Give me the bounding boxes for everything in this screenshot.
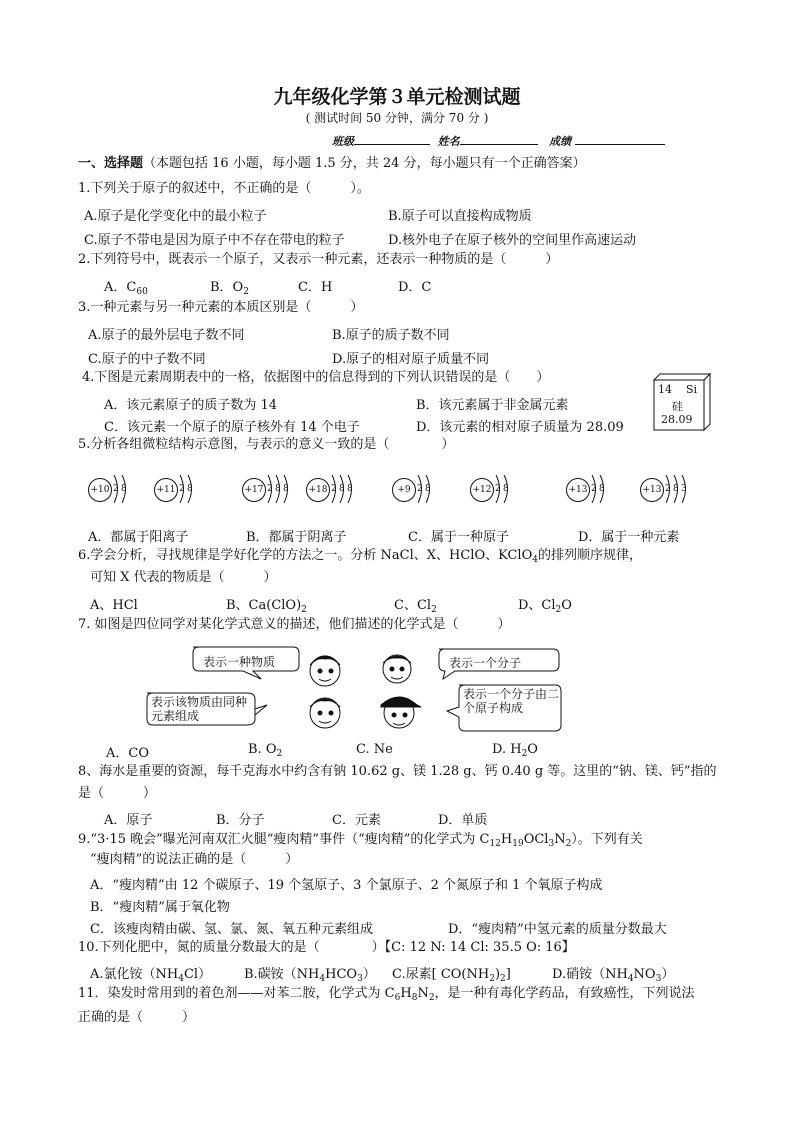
- q7-stem: 7. 如图是四位同学对某化学式意义的描述，他们描述的化学式是（ ）: [78, 617, 511, 632]
- periodic-table-cell: [650, 370, 710, 430]
- electron-count: 2: [267, 484, 273, 494]
- q6-b-text: B、Ca(ClO): [226, 598, 302, 613]
- q11-stem-rest: ，是一种有毒化学药品，有致癌性，下列说法: [434, 986, 695, 1001]
- q6-stem-rest: 的排列顺序规律，: [537, 548, 642, 563]
- q7-option-c[interactable]: C. Ne: [356, 742, 393, 757]
- q6-option-c[interactable]: C、$Cl_2$: [394, 598, 437, 615]
- q5-option-b[interactable]: B．都属于阴离子: [246, 530, 347, 545]
- class-blank[interactable]: [354, 133, 430, 145]
- q6-d-rest: O: [561, 598, 572, 613]
- bubble-1: 表示一种物质: [203, 655, 276, 669]
- atom-nucleus: +17: [242, 478, 266, 502]
- q10-a-text: A.氯化铵（NH: [90, 967, 179, 982]
- q2-a-text: A．C: [104, 280, 137, 295]
- q8-stem-line2: 是（ ）: [78, 786, 157, 801]
- name-blank[interactable]: [460, 133, 538, 145]
- electron-count: 8: [121, 484, 127, 494]
- electron-count: 2: [331, 484, 337, 494]
- q10-b-text: B.碳铵（NH: [244, 967, 320, 982]
- q10-option-b[interactable]: B.碳铵$(NH_4HCO_3)$: [244, 967, 376, 984]
- bubble-3: 表示该物质由同种元素组成: [151, 695, 248, 723]
- electron-count: 2: [495, 484, 501, 494]
- q6-stem-line2: 可知 X 代表的物质是（ ）: [90, 570, 277, 585]
- q2-option-c[interactable]: C．H: [298, 280, 333, 295]
- electron-count: 2: [665, 484, 671, 494]
- q10-option-c[interactable]: C.尿素[ $CO(NH_2)_2$]: [392, 967, 511, 984]
- q7-b-text: B. O: [248, 742, 277, 757]
- q2-option-d[interactable]: D．C: [398, 280, 432, 295]
- q10-a-rest: Cl）: [183, 967, 212, 982]
- q9-stem: 9.“3·15 晚会”曝光河南双汇火腿“瘦肉精”事件（“瘦肉精”的化学式为 $C_{12}H_{19}OCl_3N_2$）。下列有关: [78, 832, 643, 849]
- q7-option-b[interactable]: B. $O_2$: [248, 742, 283, 759]
- student-info: [332, 133, 665, 150]
- q1-stem: 1.下列关于原子的叙述中，不正确的是（ ）。: [78, 181, 370, 196]
- q10-d-text: D.硝铵（NH: [552, 967, 628, 982]
- q5-option-c[interactable]: C．属于一种原子: [408, 530, 509, 545]
- atom-nucleus: +13: [566, 478, 590, 502]
- q5-option-d[interactable]: D．属于一种元素: [578, 530, 680, 545]
- electron-count: 8: [339, 484, 345, 494]
- electron-count: 2: [113, 484, 119, 494]
- q6-option-a[interactable]: A、HCl: [90, 598, 138, 613]
- q1-option-c[interactable]: C.原子不带电是因为原子中不存在带电的粒子: [84, 233, 345, 248]
- atom-nucleus: +11: [154, 478, 178, 502]
- q10-c-text: C.尿素[ CO(NH: [392, 967, 490, 982]
- atom-nucleus: +12: [470, 478, 494, 502]
- q9-stem-line2: “瘦肉精”的说法正确的是（ ）: [90, 852, 299, 867]
- q9-stem-text: 9.“3·15 晚会”曝光河南双汇火腿“瘦肉精”事件（“瘦肉精”的化学式为 C: [78, 832, 490, 847]
- q2-stem: 2.下列符号中，既表示一个原子，又表示一种元素，还表示一种物质的是（ ）: [78, 252, 559, 267]
- q8-stem: 8、海水是重要的资源，每千克海水中约含有钠 10.62 g、镁 1.28 g、钙 0.40 g 等。这里的“钠、镁、钙”指的: [78, 764, 717, 779]
- q5-stem: 5.分析各组微粒结构示意图，与表示的意义一致的是（ ）: [78, 437, 455, 452]
- q4-option-a[interactable]: A．该元素原子的质子数为 14: [104, 398, 278, 413]
- q11-stem: 11．染发时常用到的着色剂——对苯二胺，化学式为 $C_6H_8N_2$，是一种有毒化学药品，有致癌性，下列说法: [78, 986, 695, 1003]
- q8-option-c[interactable]: C．元素: [332, 813, 381, 828]
- q1-option-d[interactable]: D.核外电子在原子核外的空间里作高速运动: [388, 233, 637, 248]
- atom-nucleus: +13: [640, 478, 664, 502]
- q3-option-a[interactable]: A.原子的最外层电子数不同: [88, 328, 245, 343]
- electron-count: 2: [417, 484, 423, 494]
- electron-count: 8: [503, 484, 509, 494]
- q9-option-c[interactable]: C．该瘦肉精由碳、氢、氯、氮、氧五种元素组成: [90, 922, 373, 937]
- q10-option-d[interactable]: D.硝铵$(NH_4NO_3)$: [552, 967, 675, 984]
- q4-option-b[interactable]: B．该元素属于非金属元素: [416, 398, 569, 413]
- q10-option-a[interactable]: A.氯化铵$(NH_4Cl)$: [90, 967, 212, 984]
- q7-option-d[interactable]: D. $H_2O$: [492, 742, 538, 759]
- q2-b-sub: 2: [243, 287, 249, 297]
- q3-stem: 3.一种元素与另一种元素的本质区别是（ ）: [78, 300, 364, 315]
- cell-number: 14: [658, 383, 672, 396]
- q1-option-a[interactable]: A.原子是化学变化中的最小粒子: [84, 209, 267, 224]
- q7-cartoon: [143, 645, 563, 737]
- q2-a-sub: 60: [136, 287, 148, 297]
- q2-option-a[interactable]: [104, 276, 148, 297]
- q8-option-d[interactable]: D．单质: [438, 813, 488, 828]
- electron-count: 8: [275, 484, 281, 494]
- q11-stem-text: 11．染发时常用到的着色剂——对苯二胺，化学式为 C: [78, 986, 395, 1001]
- page-title: 九年级化学第３单元检测试题: [273, 86, 521, 108]
- page-subtitle: ( 测试时间 50 分钟，满分 70 分 ): [305, 111, 489, 125]
- electron-count: 2: [179, 484, 185, 494]
- cell-symbol: Si: [686, 383, 698, 396]
- bubble-4: 表示一个分子由二个原子构成: [463, 687, 560, 715]
- cell-mass: 28.09: [661, 413, 693, 426]
- electron-count: 8: [283, 484, 289, 494]
- q6-option-d[interactable]: D、$Cl_2O$: [518, 598, 572, 615]
- electron-count: 8: [673, 484, 679, 494]
- cell-name: 硅: [672, 400, 683, 413]
- q8-option-b[interactable]: B．分子: [216, 813, 265, 828]
- q9-stem-rest: ）。下列有关: [571, 832, 643, 847]
- electron-count: 8: [347, 484, 353, 494]
- electron-count: 2: [591, 484, 597, 494]
- q9-option-a[interactable]: A．“瘦肉精”由 12 个碳原子、19 个氢原子、3 个氯原子、2 个氮原子和 1 个氧原子构成: [90, 878, 603, 893]
- q2-b-text: B．O: [210, 280, 244, 295]
- section-heading: [78, 156, 586, 172]
- q6-stem: 6.学会分析，寻找规律是学好化学的方法之一。分析 NaCl、X、HClO、KClO$_4$的排列顺序规律，: [78, 548, 642, 565]
- q6-option-b[interactable]: B、$Ca(ClO)_2$: [226, 598, 307, 615]
- q3-option-b[interactable]: B.原子的质子数不同: [332, 328, 450, 343]
- class-label: 班级: [332, 135, 354, 148]
- q6-c-text: C、Cl: [394, 598, 432, 613]
- q3-option-d[interactable]: D.原子的相对原子质量不同: [332, 352, 490, 367]
- bubble-2: 表示一个分子: [449, 656, 522, 670]
- q6-d-text: D、Cl: [518, 598, 556, 613]
- q4-stem: 4.下图是元素周期表中的一格，依据图中的信息得到的下列认识错误的是（ ）: [82, 370, 550, 385]
- atom-nucleus: +10: [88, 478, 112, 502]
- q8-option-a[interactable]: A．原子: [104, 813, 153, 828]
- electron-count: 8: [187, 484, 193, 494]
- q7-option-a[interactable]: A．CO: [106, 746, 149, 761]
- electron-count: 8: [599, 484, 605, 494]
- atom-nucleus: +9: [392, 478, 416, 502]
- q1-option-b[interactable]: B.原子可以直接构成物质: [388, 209, 532, 224]
- section-note: （本题包括 16 小题，每小题 1.5 分，共 24 分，每小题只有一个正确答案）: [143, 156, 586, 171]
- q9-option-b[interactable]: B．“瘦肉精”属于氧化物: [90, 900, 230, 915]
- q5-option-a[interactable]: A．都属于阳离子: [88, 530, 189, 545]
- q4-option-d[interactable]: D．该元素的相对原子质量为 28.09: [416, 420, 624, 435]
- q7-d-rest: O: [527, 742, 538, 757]
- section-title: 一、选择题: [78, 156, 144, 171]
- q11-stem-line2: 正确的是（ ）: [78, 1010, 196, 1025]
- q2-option-b[interactable]: [210, 276, 249, 297]
- q6-stem-text: 6.学会分析，寻找规律是学好化学的方法之一。分析 NaCl、X、HClO、KClO: [78, 548, 533, 563]
- q3-option-c[interactable]: C.原子的中子数不同: [88, 352, 206, 367]
- score-blank[interactable]: [575, 133, 665, 145]
- q4-option-c[interactable]: C．该元素一个原子的原子核外有 14 个电子: [104, 420, 360, 435]
- q7-d-text: D. H: [492, 742, 522, 757]
- electron-count: 8: [425, 484, 431, 494]
- name-label: 姓名: [437, 135, 460, 148]
- q9-option-d[interactable]: D．“瘦肉精”中氢元素的质量分数最大: [448, 922, 667, 937]
- electron-count: 3: [681, 484, 687, 494]
- q10-b-rest: HCO: [325, 967, 358, 982]
- atom-nucleus: +18: [306, 478, 330, 502]
- q10-stem: 10.下列化肥中，氮的质量分数最大的是（ ）【C: 12 N: 14 Cl: 35.5 O: 16】: [78, 940, 575, 955]
- score-label: 成绩: [549, 135, 572, 148]
- q10-d-rest: NO: [633, 967, 656, 982]
